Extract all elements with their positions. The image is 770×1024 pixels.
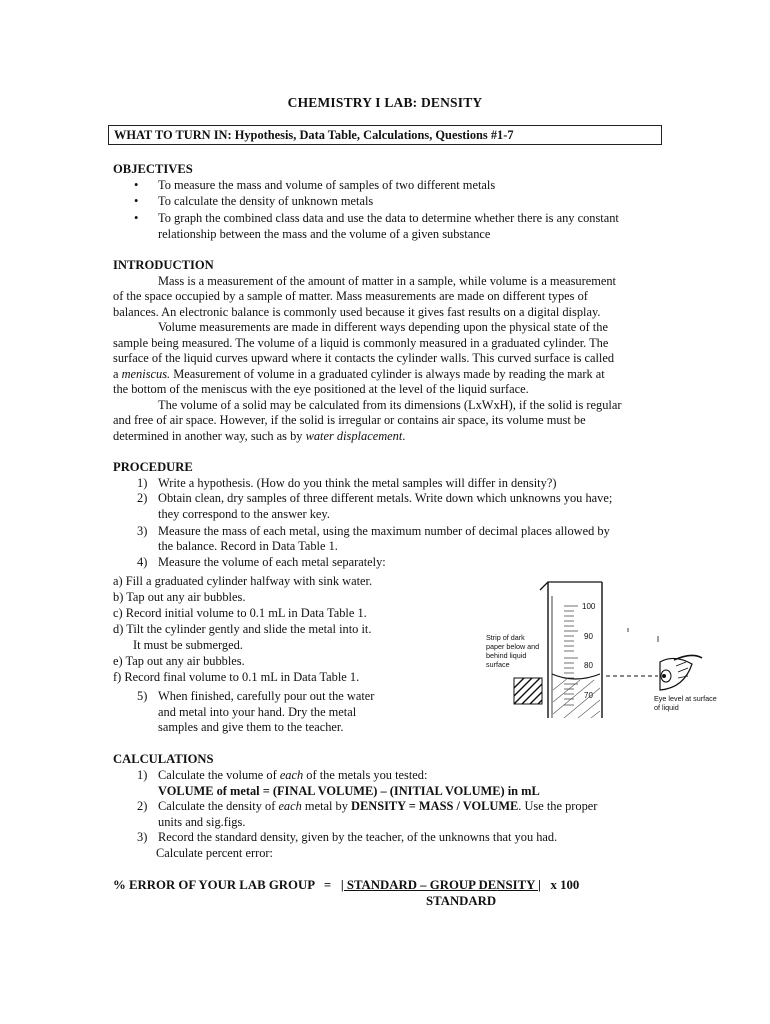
mark-70: 70 <box>584 691 593 700</box>
step-number: 2) <box>137 491 148 505</box>
calculation-step: Calculate the density of each metal by DENSITY = MASS / VOLUME. Use the proper <box>158 799 598 813</box>
intro-line: sample being measured. The volume of a liquid is commonly measured in a graduated cylinder. The <box>113 336 609 350</box>
objective-item: To measure the mass and volume of samples of two different metals <box>158 178 496 192</box>
intro-line: of the space occupied by a sample of matter. Mass measurements are made on different types of <box>113 289 588 303</box>
calculation-step: Record the standard density, given by the teacher, of the unknowns that you had. <box>158 830 558 844</box>
introduction-heading: INTRODUCTION <box>113 258 214 272</box>
strip-label: Strip of dark <box>486 633 525 642</box>
calculation-step: Calculate percent error: <box>156 846 273 860</box>
turn-in-box: WHAT TO TURN IN: Hypothesis, Data Table, Calculations, Questions #1-7 <box>108 125 662 145</box>
step-number: 1) <box>137 768 148 782</box>
procedure-step: Write a hypothesis. (How do you think the metal samples will differ in density?) <box>158 476 557 490</box>
intro-line: determined in another way, such as by water displacement. <box>113 429 406 443</box>
step-number: 5) <box>137 689 148 703</box>
intro-line: balances. An electronic balance is commonly used because it gives fast results on a digital display. <box>113 305 601 319</box>
procedure-substep: b) Tap out any air bubbles. <box>113 590 246 604</box>
intro-line: The volume of a solid may be calculated from its dimensions (LxWxH), if the solid is regular <box>158 398 622 412</box>
mark-80: 80 <box>584 661 593 670</box>
step-number: 3) <box>137 830 148 844</box>
bullet-icon: • <box>134 194 139 208</box>
formula-denominator: STANDARD <box>426 894 497 908</box>
percent-error-formula: % ERROR OF YOUR LAB GROUP = | STANDARD – GROUP DENSITY | x 100 <box>113 878 580 892</box>
procedure-substep: a) Fill a graduated cylinder halfway with sink water. <box>113 574 373 588</box>
objective-item: To graph the combined class data and use the data to determine whether there is any constant <box>158 211 619 225</box>
procedure-step: they correspond to the answer key. <box>158 507 330 521</box>
procedure-step: Measure the mass of each metal, using the maximum number of decimal places allowed by <box>158 524 610 538</box>
strip-label: paper below and <box>486 642 540 651</box>
page-title: CHEMISTRY I LAB: DENSITY <box>287 95 483 110</box>
objectives-heading: OBJECTIVES <box>113 162 193 176</box>
intro-line: surface of the liquid curves upward where it contacts the cylinder walls. This curved surface is called <box>113 351 615 365</box>
calculations-heading: CALCULATIONS <box>113 752 214 766</box>
objective-item: relationship between the mass and the volume of a given substance <box>158 227 491 241</box>
procedure-heading: PROCEDURE <box>113 460 193 474</box>
objective-item: To calculate the density of unknown metals <box>158 194 374 208</box>
eye-level-label: of liquid <box>654 703 679 712</box>
intro-line: Mass is a measurement of the amount of matter in a sample, while volume is a measurement <box>158 274 616 288</box>
intro-line: a meniscus. Measurement of volume in a graduated cylinder is always made by reading the mark at <box>113 367 605 381</box>
formula-numerator: | STANDARD – GROUP DENSITY | <box>340 878 541 892</box>
meniscus-term: meniscus. <box>121 367 171 381</box>
volume-formula: VOLUME of metal = (FINAL VOLUME) – (INITIAL VOLUME) in mL <box>158 784 540 798</box>
strip-label: behind liquid <box>486 651 527 660</box>
mark-100: 100 <box>582 602 596 611</box>
mark-90: 90 <box>584 632 593 641</box>
eye-level-label: Eye level at surface <box>654 694 717 703</box>
eye-icon <box>628 628 702 690</box>
procedure-substep: c) Record initial volume to 0.1 mL in Data Table 1. <box>113 606 367 620</box>
graduated-cylinder-figure <box>478 578 730 718</box>
calculation-step: Calculate the volume of each of the metals you tested: <box>158 768 428 782</box>
procedure-step: Obtain clean, dry samples of three different metals. Write down which unknowns you have; <box>158 491 613 505</box>
step-number: 1) <box>137 476 148 490</box>
procedure-step: the balance. Record in Data Table 1. <box>158 539 338 553</box>
procedure-substep: d) Tilt the cylinder gently and slide the metal into it. <box>113 622 372 636</box>
step-number: 3) <box>137 524 148 538</box>
strip-label: surface <box>486 660 510 669</box>
intro-line: Volume measurements are made in different ways depending upon the physical state of the <box>158 320 608 334</box>
procedure-step: samples and give them to the teacher. <box>158 720 344 734</box>
procedure-substep: e) Tap out any air bubbles. <box>113 654 245 668</box>
calculation-step: units and sig.figs. <box>158 815 246 829</box>
bullet-icon: • <box>134 211 139 225</box>
procedure-substep: f) Record final volume to 0.1 mL in Data Table 1. <box>113 670 360 684</box>
procedure-step: Measure the volume of each metal separately: <box>158 555 386 569</box>
step-number: 2) <box>137 799 148 813</box>
bullet-icon: • <box>134 178 139 192</box>
intro-line: and free of air space. However, if the solid is irregular or contains air space, its volume must be <box>113 413 586 427</box>
water-displacement-term: water displacement <box>305 429 403 443</box>
procedure-step: and metal into your hand. Dry the metal <box>158 705 357 719</box>
step-number: 4) <box>137 555 148 569</box>
dark-paper-strip <box>514 678 542 704</box>
procedure-step: When finished, carefully pour out the water <box>158 689 375 703</box>
procedure-substep: It must be submerged. <box>133 638 243 652</box>
intro-line: the bottom of the meniscus with the eye positioned at the level of the liquid surface. <box>113 382 529 396</box>
